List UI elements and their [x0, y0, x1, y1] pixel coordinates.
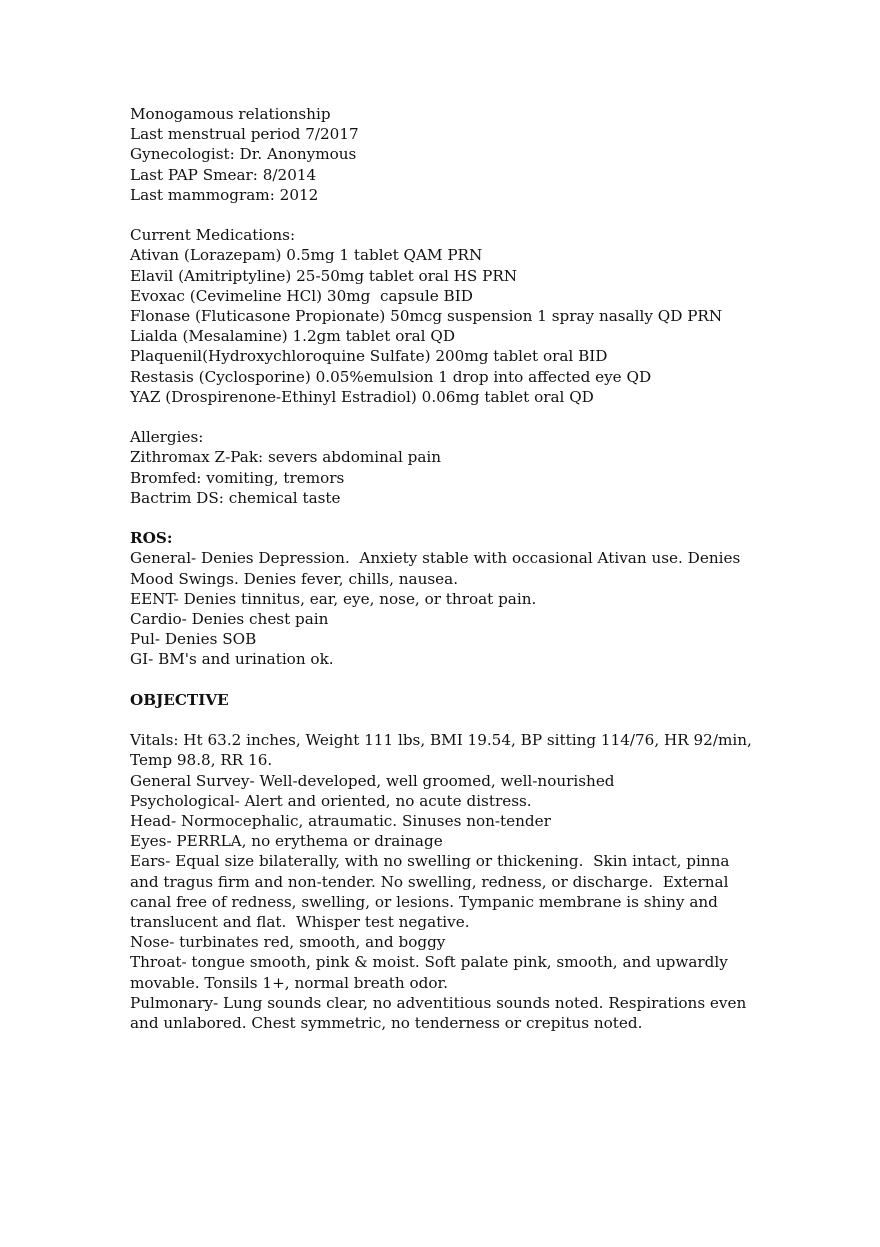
- objective-pulmonary: Pulmonary- Lung sounds clear, no adventitious sounds noted. Respirations even and unlabored. Chest symmetric, no tenderness or crepitus noted.: [130, 993, 747, 1033]
- medication-item: YAZ (Drospirenone-Ethinyl Estradiol) 0.06mg tablet oral QD: [130, 387, 594, 406]
- medications-section: [130, 225, 760, 407]
- ros-cardio: Cardio- Denies chest pain: [130, 610, 329, 629]
- objective-heading: OBJECTIVE: [130, 690, 229, 709]
- history-relationship: Monogamous relationship: [130, 105, 331, 123]
- history-last-menstrual-period: Last menstrual period 7/2017: [130, 125, 359, 144]
- allergies-heading: Allergies:: [130, 428, 204, 447]
- allergy-item: Bactrim DS: chemical taste: [130, 488, 341, 507]
- medication-item: Elavil (Amitriptyline) 25-50mg tablet oral HS PRN: [130, 266, 518, 285]
- document-body: [130, 104, 760, 1033]
- medication-item: Restasis (Cyclosporine) 0.05%emulsion 1 drop into affected eye QD: [130, 367, 652, 386]
- ros-pulmonary: Pul- Denies SOB: [130, 630, 257, 649]
- medications-heading: Current Medications:: [130, 226, 296, 245]
- patient-history-section: [130, 104, 760, 205]
- ros-section: [130, 528, 760, 669]
- objective-throat: Throat- tongue smooth, pink & moist. Soft palate pink, smooth, and upwardly movable. Tonsils 1+, normal breath odor.: [130, 953, 728, 992]
- objective-eyes: Eyes- PERRLA, no erythema or drainage: [130, 832, 443, 851]
- allergy-item: Zithromax Z-Pak: severs abdominal pain: [130, 448, 442, 467]
- spacer: [130, 407, 760, 427]
- history-last-mammogram: Last mammogram: 2012: [130, 185, 319, 204]
- spacer: [130, 205, 760, 225]
- spacer: [130, 670, 760, 690]
- medication-item: Plaquenil(Hydroxychloroquine Sulfate) 200mg tablet oral BID: [130, 347, 608, 366]
- objective-head: Head- Normocephalic, atraumatic. Sinuses non-tender: [130, 812, 551, 831]
- allergies-section: [130, 427, 760, 508]
- objective-psychological: Psychological- Alert and oriented, no acute distress.: [130, 791, 532, 810]
- spacer: [130, 508, 760, 528]
- ros-heading: ROS:: [130, 529, 173, 548]
- history-gynecologist: Gynecologist: Dr. Anonymous: [130, 145, 357, 164]
- medication-item: Ativan (Lorazepam) 0.5mg 1 tablet QAM PRN: [130, 246, 483, 265]
- ros-general: General- Denies Depression. Anxiety stable with occasional Ativan use. Denies Mood Swings. Denies fever, chills, nausea.: [130, 549, 746, 588]
- objective-vitals: Vitals: Ht 63.2 inches, Weight 111 lbs, BMI 19.54, BP sitting 114/76, HR 92/min, Temp 98.8, RR 16.: [130, 731, 752, 770]
- objective-ears: Ears- Equal size bilaterally, with no swelling or thickening. Skin intact, pinna and tragus firm and non-tender. No swelling, redness, or discharge. External canal free of redness, swelling, or lesions. Tympanic membrane is shiny and translucent and flat. Whisper test negative.: [130, 852, 735, 932]
- spacer: [130, 710, 760, 730]
- medication-item: Flonase (Fluticasone Propionate) 50mcg suspension 1 spray nasally QD PRN: [130, 307, 723, 326]
- objective-nose: Nose- turbinates red, smooth, and boggy: [130, 933, 446, 952]
- medication-item: Evoxac (Cevimeline HCl) 30mg capsule BID: [130, 286, 473, 305]
- medication-item: Lialda (Mesalamine) 1.2gm tablet oral QD: [130, 327, 455, 346]
- objective-general-survey: General Survey- Well-developed, well groomed, well-nourished: [130, 771, 615, 790]
- ros-eent: EENT- Denies tinnitus, ear, eye, nose, or throat pain.: [130, 589, 537, 608]
- objective-section: [130, 690, 760, 1033]
- allergy-item: Bromfed: vomiting, tremors: [130, 468, 345, 487]
- history-last-pap-smear: Last PAP Smear: 8/2014: [130, 165, 317, 184]
- ros-gi: GI- BM's and urination ok.: [130, 650, 334, 669]
